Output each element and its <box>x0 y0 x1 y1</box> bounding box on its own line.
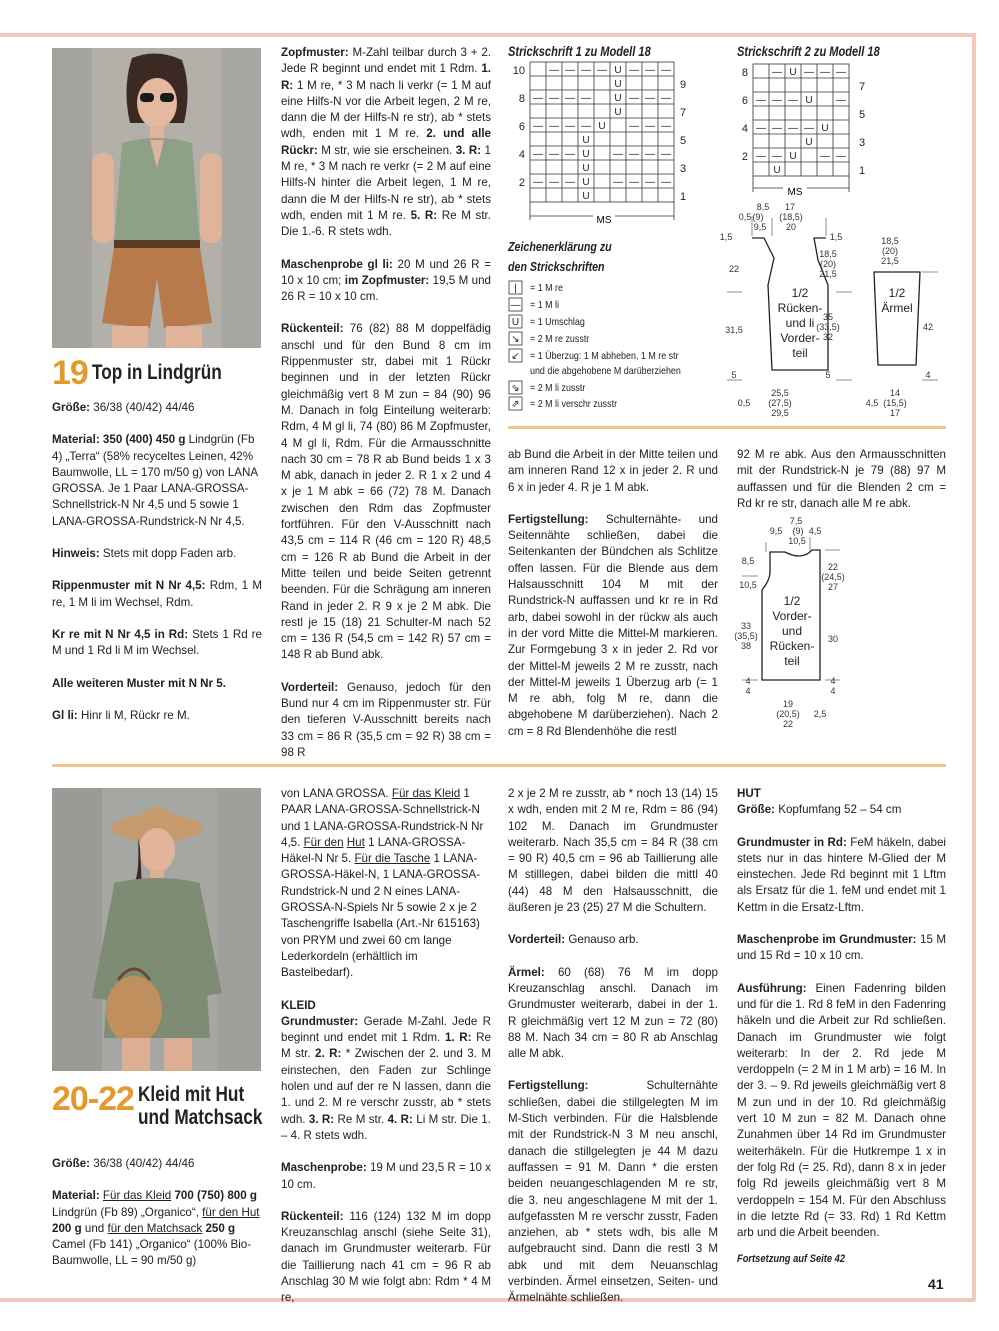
chart-1-row-label: 4 <box>518 149 525 161</box>
svg-text:—: — <box>597 65 607 76</box>
svg-text:—: — <box>613 149 623 160</box>
schematic-dim: 33 <box>740 621 752 631</box>
zopfmuster-row-3: 3. R: <box>455 143 482 157</box>
chart-2-row-label: 6 <box>741 95 748 107</box>
hut-maschenprobe-label: Maschenprobe im Grundmuster: <box>737 933 917 947</box>
schematic-dim: 25,5 <box>771 388 789 398</box>
schematic-dim: 38 <box>740 641 752 651</box>
svg-text:—: — <box>804 123 814 134</box>
alle-muster-label: Alle weiteren Muster mit N Nr 5. <box>52 676 226 690</box>
svg-text:—: — <box>804 67 814 78</box>
material-text: Lindgrün (Fb 4) „Terra“ (58% recyceltes Leinen, 42% Baumwolle, LL = 170 m/50 g) von LANA GROSSA. Je 1 Paar LANA-GROSSA-Schnellstrick-N Nr 4,5 und 5 sowie 1 LANA-GROSSA-Rundstrick-N Nr 4,5. <box>52 433 258 528</box>
zopfmuster-text-5: Re M str. Die 1.-6. R stets wdh. <box>281 208 491 239</box>
material-sack-amount: 250 g <box>205 1221 236 1235</box>
model-20-22-photo <box>52 788 261 1071</box>
grundmuster-text-1: Gerade M-Zahl. Jede R beginnt und endet mit 1 Rdm. <box>281 1014 491 1045</box>
groesse-label: Größe: <box>52 401 91 414</box>
svg-text:U: U <box>582 177 590 188</box>
fertigstellung-text: Schulternähte schließen, dabei die stillgelegten M im M-Stich verbinden. Für die Halsblende mit der Rundstrick-N 3 M neu anschl, danach die stillgelegten je 44 M dazu auffassen = 91 M. Dann * die ersten beiden neuangeschlagenden M re str, die 3. neu angeschlagene M mit der 1. aufgefassten M re verschr zusstr, Faden anziehen, ab * stets wdh, bis alle M aufgebraucht sind. Dann die restl 3 M abk und mit dem Neuanschlag verbinden. Ärmel einsetzen, Seiten- und Ärmelnähte schließen. <box>508 1079 718 1305</box>
svg-text:—: — <box>661 149 671 160</box>
maschenprobe-label-2: im Zopfmuster: <box>344 273 430 287</box>
schematic-dim: (9) <box>792 526 804 536</box>
schematic-dim: 19 <box>782 699 794 709</box>
material-kleid-text: Lindgrün (Fb 89) „Organico“, <box>52 1205 199 1219</box>
model-20-22-heading <box>52 1080 290 1129</box>
svg-text:—: — <box>756 151 766 162</box>
material-kleid-amount: 700 (750) 800 g <box>174 1189 257 1203</box>
schematic-1-sleeve-label: 1/2 <box>888 286 906 300</box>
maschenprobe-text-1: 20 M und 26 R = 10 x 10 cm; <box>281 257 491 287</box>
groesse-value: 36/38 (40/42) 44/46 <box>93 401 195 414</box>
schematic-1-label: und li <box>785 316 815 330</box>
zopfmuster-row-1: 1. R: <box>281 62 491 92</box>
svg-text:—: — <box>645 93 655 104</box>
kr-re-label: Kr re mit N Nr 4,5 in Rd: <box>52 627 189 641</box>
svg-text:—: — <box>549 149 559 160</box>
svg-text:U: U <box>582 163 590 174</box>
chart-1-row-label: 10 <box>512 65 525 77</box>
schematic-dim: 4,5 <box>808 526 822 536</box>
vorderteil-text: Genauso, jedoch für den Bund nur 4 cm im Rippenmuster str. Für den tieferen V-Ausschnitt bereits nach 33 cm = 86 R (35,5 cm = 92 R) 38 cm = 98 R <box>281 680 491 759</box>
schematic-dim: 4 <box>830 686 836 696</box>
material-kleid: Für das Kleid <box>102 1189 172 1203</box>
svg-text:—: — <box>645 149 655 160</box>
legend-item: = 1 Überzug: 1 M abheben, 1 M re str <box>530 350 679 362</box>
svg-text:—: — <box>836 95 846 106</box>
svg-text:U: U <box>805 137 813 148</box>
svg-text:—: — <box>629 149 639 160</box>
schematic-dim: 10,5 <box>739 580 757 590</box>
hut-grundmuster-label: Grundmuster in Rd: <box>737 835 847 849</box>
svg-text:—: — <box>533 149 543 160</box>
svg-text:U: U <box>582 191 590 202</box>
svg-text:—: — <box>629 121 639 132</box>
material-hut-amount: 200 g <box>52 1221 82 1235</box>
svg-text:U: U <box>614 93 622 104</box>
svg-text:—: — <box>661 177 671 188</box>
svg-text:—: — <box>581 65 591 76</box>
material-hut: für den Hut <box>202 1205 260 1219</box>
schematic-dim: 22 <box>728 264 740 274</box>
svg-text:U: U <box>614 107 622 118</box>
legend-item: = 2 M re zusstr <box>530 333 590 345</box>
chart-2-row-label: 2 <box>741 151 748 163</box>
material-label: Material: <box>52 433 100 447</box>
groesse-value: 36/38 (40/42) 44/46 <box>93 1157 195 1170</box>
chart-1-row-label: 5 <box>680 135 687 147</box>
schematic-1-label: Rücken- <box>777 301 823 315</box>
schematic-dim: 14 <box>889 388 901 398</box>
schematic-1-label: 1/2 <box>791 286 809 300</box>
svg-text:—: — <box>772 151 782 162</box>
zopfmuster-text-2: 1 M re, * 3 M nach li verkr (= 1 M auf eine Hilfs-N vor die Arbeit legen, 2 M re, dann die M der Hilfs-N re str), ab * stets wdh, enden mit 1 M re. <box>281 78 491 141</box>
schematic-dim: 0,5 <box>737 398 751 408</box>
chart-1-row-label: 2 <box>518 177 525 189</box>
schematic-dim: 27 <box>827 582 839 592</box>
schematic-dim: (15,5) <box>883 398 907 408</box>
aermel-label: Ärmel: <box>508 965 545 979</box>
zopfmuster-text-3: M str, wie sie erscheinen. <box>321 143 453 157</box>
svg-text:U: U <box>789 151 797 162</box>
chart-1-grid <box>505 60 705 230</box>
col4-text: 92 M re abk. Aus den Armausschnitten mit der Rundstrick-N je 79 (88) 97 M auffassen und für die Blenden 2 cm = Rd kr re str, danach alle M re abk. <box>737 448 946 510</box>
col2-text-b: 1 PAAR LANA-GROSSA-Schnellstrick-N und 1 LANA-GROSSA-Rundstrick-N Nr 4,5. <box>281 787 484 849</box>
svg-text:—: — <box>549 177 559 188</box>
svg-text:—: — <box>629 93 639 104</box>
model-20-22-illustration <box>52 788 261 1071</box>
schematic-dim: 18,5 <box>819 249 837 259</box>
rippenmuster-label: Rippenmuster mit N Nr 4,5: <box>52 579 206 593</box>
svg-text:—: — <box>772 123 782 134</box>
page-border-right <box>972 33 976 1301</box>
material-und: und <box>84 1221 105 1235</box>
grundmuster-row-1: 1. R: <box>444 1031 472 1045</box>
svg-text:↙: ↙ <box>511 351 520 362</box>
svg-text:—: — <box>565 149 575 160</box>
model-20-22-number: 20-22 <box>52 1080 134 1118</box>
rueckenteil-text: 116 (124) 132 M im dopp Kreuzanschlag anschl (siehe Seite 31), danach im Grundmuster weiterarb. Für die Taillierung nach 41 cm = 96 R ab Anschlag 30 M wie folgt abn: Rdm * 4 M re, <box>281 1209 491 1305</box>
chart-1-row-label: 3 <box>680 163 687 175</box>
col3-text: ab Bund die Arbeit in der Mitte teilen und am inneren Rand 12 x in jeder 2. R und 6 x in jeder 4. R je 1 M abk. <box>508 448 718 494</box>
vorderteil-label: Vorderteil: <box>508 933 566 947</box>
svg-text:—: — <box>645 121 655 132</box>
legend-item: = 2 M li zusstr <box>530 382 586 394</box>
svg-text:U: U <box>511 317 520 328</box>
groesse-label: Größe: <box>52 1157 91 1170</box>
svg-text:U: U <box>614 65 622 76</box>
chart-2-grid <box>735 60 875 200</box>
fertigstellung-text: Schulternähte- und Seitennähte schließen, dabei die Seitenkanten der Bündchen als Schlitze offen lassen. Für die Blende aus dem Halsausschnitt 104 M mit der Rundstrick-N auffassen und kr re in Rd arb, dabei sowohl in der rückw als auch in der vord Mitte die Mittel-M markieren. Zur Formgebung 3 x in jeder 2. Rd vor der Mittel-M jeweils 2 M re zusstr, nach der Mittel-M jeweils 1 Überzug arb (= 1 M re abh, folg M re, dann die abgehobene M darüberziehen). Nach 2 cm = 8 Rd Blendenhöhe die restl <box>508 512 718 738</box>
svg-text:—: — <box>533 177 543 188</box>
material-amount: 350 (400) 450 g <box>102 433 186 447</box>
svg-text:—: — <box>565 121 575 132</box>
col2-hut-1: Für den <box>303 835 344 849</box>
col2-kleid: Für das Kleid <box>391 787 461 800</box>
grundmuster-t4: Li M str. Die 1. – 4. R stets wdh. <box>281 1112 491 1142</box>
schematic-dim: 5 <box>731 370 737 380</box>
chart-2-row-label: 8 <box>741 67 748 79</box>
svg-text:—: — <box>820 67 830 78</box>
material-sack-text: Camel (Fb 141) „Organico“ (100% Bio-Baumwolle, LL = 90 m/50 g) <box>52 1238 252 1268</box>
svg-text:—: — <box>756 95 766 106</box>
svg-text:—: — <box>533 93 543 104</box>
svg-text:—: — <box>645 65 655 76</box>
grundmuster-row-2: 2. R: <box>315 1047 342 1061</box>
model-20-22-col4 <box>737 786 946 1257</box>
schematic-dim: 8,5 <box>741 556 755 566</box>
svg-text:—: — <box>661 93 671 104</box>
model-20-22-col3 <box>508 786 718 1323</box>
svg-text:U: U <box>789 67 797 78</box>
legend-title-line-1: Zeichenerklärung zu <box>508 239 612 254</box>
schematic-dim: 22 <box>827 562 839 572</box>
svg-text:|: | <box>514 283 517 294</box>
model-20-22-title-line-2: und Matchsack <box>138 1106 263 1129</box>
svg-text:—: — <box>629 177 639 188</box>
svg-text:⇘: ⇘ <box>511 383 520 394</box>
schematic-dim: 29,5 <box>771 408 789 418</box>
svg-text:—: — <box>756 123 766 134</box>
svg-text:—: — <box>613 177 623 188</box>
model-19-photo <box>52 48 261 348</box>
kleid-heading: KLEID <box>281 998 316 1012</box>
hut-groesse-label: Größe: <box>737 803 776 817</box>
grundmuster-t2: * Zwischen der 2. und 3. M einstechen, den Faden zur Schlinge holen und auf der re N lassen, dann die 1. und 2. M re verschr zusstr, ab * stets wdh. <box>281 1047 491 1126</box>
svg-text:—: — <box>772 95 782 106</box>
chart-1-ms-label: MS <box>596 215 612 226</box>
schematic-dim: 35 <box>822 312 834 322</box>
svg-text:—: — <box>549 121 559 132</box>
schematic-dim: 9,5 <box>753 222 767 232</box>
schematic-1-sleeve-label: Ärmel <box>881 301 913 315</box>
legend-symbols <box>508 279 524 411</box>
schematic-bottom <box>730 512 890 734</box>
schematic-2-label: und <box>781 624 803 638</box>
schematic-1-label: Vorder- <box>780 331 820 345</box>
schematic-dim: 21,5 <box>881 256 899 266</box>
schematic-dim: 22 <box>782 719 794 729</box>
schematic-dim: (18,5) <box>779 212 803 222</box>
schematic-dim: 31,5 <box>725 325 743 335</box>
svg-text:—: — <box>820 151 830 162</box>
svg-text:U: U <box>598 121 606 132</box>
schematic-dim: 1,5 <box>719 232 733 242</box>
maschenprobe-label: Maschenprobe: <box>281 1161 367 1175</box>
schematic-dim: (27,5) <box>768 398 792 408</box>
schematic-dim: (20) <box>881 246 899 256</box>
rippenmuster-text: Rdm, 1 M re, 1 M li im Wechsel, Rdm. <box>52 579 262 609</box>
hut-maschenprobe-text: 15 M und 15 Rd = 10 x 10 cm. <box>737 933 946 963</box>
fertigstellung-label: Fertigstellung: <box>508 512 589 526</box>
legend-title <box>508 237 612 277</box>
hinweis-label: Hinweis: <box>52 547 100 561</box>
svg-text:—: — <box>661 121 671 132</box>
schematic-dim: 8,5 <box>756 202 770 212</box>
svg-text:⇗: ⇗ <box>511 399 520 410</box>
hut-ausfuehrung-label: Ausführung: <box>737 981 807 995</box>
model-19-number: 19 <box>52 354 88 392</box>
schematic-2-label: teil <box>784 654 800 668</box>
maschenprobe-text: 19 M und 23,5 R = 10 x 10 cm. <box>281 1161 491 1191</box>
zopfmuster-row-2: 2. und alle Rückr: <box>281 127 491 157</box>
schematic-dim: 4 <box>745 676 751 686</box>
kr-re-text: Stets 1 Rd re M und 1 Rd li M im Wechsel. <box>52 627 262 658</box>
model-19-col2 <box>281 45 491 777</box>
model-19-col3 <box>508 447 718 756</box>
page-number: 41 <box>928 1276 944 1292</box>
schematic-dim: 32 <box>822 332 834 342</box>
vorderteil-text: Genauso arb. <box>568 933 639 947</box>
svg-text:—: — <box>510 300 521 311</box>
svg-text:U: U <box>773 165 781 176</box>
page-border-top <box>0 33 975 37</box>
schematic-dim: 20 <box>785 222 797 232</box>
schematic-dim: (33,5) <box>816 322 840 332</box>
schematic-dim: 4 <box>925 370 931 380</box>
col3-text: 2 x je 2 M re zusstr, ab * noch 13 (14) 15 x wdh, enden mit 2 M re, Rdm = 86 (94) 102 M. Danach im Grundmuster weiterarb. Nach 35,5 cm = 84 R (38 cm = 90 R) 40,5 cm = 96 ab Taillierung alle M stilllegen, dabei bilden die mittl 40 (44) 48 M den Halsausschnitt, die äußeren je 23 (25) 27 M die Schultern. <box>508 787 718 915</box>
svg-text:—: — <box>788 95 798 106</box>
chart-2-row-label: 3 <box>859 137 866 149</box>
hut-groesse-text: Kopfumfang 52 – 54 cm <box>778 803 902 817</box>
chart-1-row-label: 9 <box>680 79 687 91</box>
zopfmuster-label: Zopfmuster: <box>281 46 349 59</box>
grundmuster-row-4: 4. R: <box>387 1112 413 1126</box>
schematic-1-label: teil <box>792 346 808 360</box>
schematic-dim: 42 <box>922 322 934 332</box>
maschenprobe-text-2: 19,5 M und 26 R = 10 x 10 cm. <box>281 273 491 304</box>
svg-text:—: — <box>836 67 846 78</box>
hut-heading: HUT <box>737 787 761 800</box>
schematic-dim: (24,5) <box>821 572 845 582</box>
grundmuster-label: Grundmuster: <box>281 1014 359 1028</box>
schematic-dim: (35,5) <box>734 631 758 641</box>
model-20-22-col2 <box>281 786 491 1323</box>
gl-li-text: Hinr li M, Rückr re M. <box>81 708 190 722</box>
material-sack: für den Matchsack <box>107 1221 203 1235</box>
rueckenteil-label: Rückenteil: <box>281 1209 344 1223</box>
aermel-text: 60 (68) 76 M im dopp Kreuzanschlag anschl. Danach im Grundmuster weiterarb, dabei in der 1. R gleichmäßig vert 12 M zun = 72 (80) 88 M. Nach 34 cm = 80 R ab Anschlag alle M abk. <box>508 965 718 1061</box>
schematic-dim: 5 <box>825 370 831 380</box>
rueckenteil-label: Rückenteil: <box>281 322 344 336</box>
legend-item: = 1 M re <box>530 282 563 294</box>
schematic-dim: (20,5) <box>776 709 800 719</box>
fertigstellung-label: Fertigstellung: <box>508 1079 589 1093</box>
svg-text:—: — <box>645 177 655 188</box>
model-20-22-title-line-1: Kleid mit Hut <box>138 1083 245 1106</box>
chart-1-row-label: 6 <box>518 121 525 133</box>
schematic-2-label: Rücken- <box>769 639 815 653</box>
schematic-dim: (20) <box>819 259 837 269</box>
schematic-dim: 2,5 <box>813 709 827 719</box>
svg-text:—: — <box>772 67 782 78</box>
svg-text:—: — <box>549 93 559 104</box>
chart-2-row-label: 4 <box>741 123 748 135</box>
model-20-22-title <box>138 1083 290 1129</box>
continuation-note: Fortsetzung auf Seite 42 <box>737 1253 846 1265</box>
col2-text-c: 1 LANA-GROSSA-Häkel-N Nr 5. <box>281 835 466 866</box>
svg-text:—: — <box>533 121 543 132</box>
legend-item: = 1 Umschlag <box>530 316 585 328</box>
schematic-2-label: Vorder- <box>772 609 812 623</box>
svg-text:↘: ↘ <box>511 334 520 345</box>
chart-2-ms-label: MS <box>787 187 803 198</box>
svg-text:—: — <box>581 121 591 132</box>
chart-1-title: Strickschrift 1 zu Modell 18 <box>508 44 651 59</box>
schematic-dim: 9,5 <box>769 526 783 536</box>
legend-item: = 1 M li <box>530 299 560 311</box>
svg-text:U: U <box>821 123 829 134</box>
chart-2-row-label: 5 <box>859 109 866 121</box>
svg-text:—: — <box>661 65 671 76</box>
grundmuster-t3: Re M str. <box>337 1112 385 1126</box>
chart-1-row-label: 8 <box>518 93 525 105</box>
schematic-2-label: 1/2 <box>783 594 801 608</box>
schematic-dim: 10,5 <box>788 536 806 546</box>
grundmuster-t1: Re M str. <box>281 1031 491 1061</box>
schematic-dim: 4 <box>745 686 751 696</box>
legend-item: und die abgehobene M darüberziehen <box>530 365 681 377</box>
svg-text:—: — <box>581 93 591 104</box>
chart-1-row-label: 1 <box>680 191 687 203</box>
rueckenteil-text: 76 (82) 88 M doppelfädig anschl und für den Bund 8 cm im Rippenmuster str, dabei mit 1 Rückr beginnen und in der letzten Rückr gleichmäßig vert 8 M zun = 84 (90) 96 M. Danach in folg Einteilung weiterarb: Rdm, 4 M gl li, 74 (80) 86 M Zopfmuster, 4 M gl li, Rdm. Für die Armausschnitte nach 30 cm = 78 R ab Bund beids 1 x 3 M abk, danach in jeder 2. R 1 x 2 und 4 x je 1 M abk = 66 (72) 78 M. Danach zwischen den Rdm das Zopfmuster fortführen. Für den V-Ausschnitt nach 43,5 cm = 114 R (46 cm = 120 R) 48,5 cm = 126 R ab Bund die Arbeit in der Mitte teilen und beide Seiten getrennt beenden. Für die Schrägung am inneren Rand in jeder 2. R 9 x je 2 M abk. Die restl je 15 (18) 21 Schulter-M nach 52 cm = 136 R (54,5 cm = 142 R) 57 cm = 148 R ab Bund abk. <box>281 322 491 662</box>
schematic-dim: 17 <box>784 202 796 212</box>
schematic-dim: 0,5 <box>738 212 752 222</box>
zopfmuster-text-4: 1 M re, * 3 M nach re verkr (= 2 M auf eine Hilfs-N hinter die Arbeit legen, 1 M re, dann die M der Hilfs-N re str), ab * stets wdh, enden mit 1 M re. <box>281 143 491 222</box>
chart-1-row-label: 7 <box>680 107 687 119</box>
schematic-dim: 4 <box>830 676 836 686</box>
legend-title-line-2: den Strickschriften <box>508 259 605 274</box>
svg-text:—: — <box>549 65 559 76</box>
chart-2-row-label: 7 <box>859 81 866 93</box>
hut-grundmuster-text: FeM häkeln, dabei stets nur in das hintere M-Glied der M einstechen. Jede Rd beginnt mit 1 Lftm als Ersatz für die 1. feM und endet mit 1 Kettm in die Ersatz-Lftm. <box>737 835 946 914</box>
col2-text-d: 1 LANA-GROSSA-Häkel-N, 1 LANA-GROSSA-Rundstrick-N und 2 N eines LANA-GROSSA-N-Spiels Nr 5 sowie 2 x je 2 Taschengriffe Isabella (Art.-Nr 615163) von PRYM und zwei 60 cm lange Lederkordeln (erhältlich im Bastelbedarf). <box>281 852 481 980</box>
svg-text:—: — <box>629 65 639 76</box>
schematic-dim: 30 <box>827 634 839 644</box>
svg-text:—: — <box>565 93 575 104</box>
material-label: Material: <box>52 1189 100 1203</box>
maschenprobe-label: Maschenprobe gl li: <box>281 257 393 271</box>
schematic-dim: 17 <box>889 408 901 418</box>
schematic-top <box>712 200 962 420</box>
chart-2-row-label: 1 <box>859 165 866 177</box>
legend-item: = 2 M li verschr zusstr <box>530 398 618 410</box>
svg-text:—: — <box>565 177 575 188</box>
svg-text:—: — <box>836 151 846 162</box>
svg-text:U: U <box>805 95 813 106</box>
svg-text:U: U <box>582 149 590 160</box>
divider-charts <box>508 426 946 429</box>
zopfmuster-text-1: M-Zahl teilbar durch 3 + 2. Jede R beginnt und endet mit 1 Rdm. <box>281 46 491 76</box>
svg-text:U: U <box>582 135 590 146</box>
schematic-dim: 18,5 <box>881 236 899 246</box>
hinweis-text: Stets mit dopp Faden arb. <box>102 547 237 561</box>
gl-li-label: Gl li: <box>52 708 78 722</box>
chart-2-title: Strickschrift 2 zu Modell 18 <box>737 44 880 59</box>
col2-tasche: Für die Tasche <box>354 852 431 866</box>
divider-models <box>52 764 946 767</box>
col2-text-a: von LANA GROSSA. <box>281 787 389 800</box>
zopfmuster-row-5: 5. R: <box>410 208 438 222</box>
model-19-title: Top in Lindgrün <box>92 361 223 384</box>
model-19-col1 <box>52 400 262 740</box>
schematic-dim: 7,5 <box>789 516 803 526</box>
schematic-dim: 4,5 <box>865 398 879 408</box>
svg-text:U: U <box>614 79 622 90</box>
svg-text:—: — <box>788 123 798 134</box>
schematic-dim: (9) <box>752 212 764 222</box>
model-19-heading <box>52 354 251 393</box>
model-20-22-col1 <box>52 1156 262 1286</box>
model-19-illustration <box>52 48 261 348</box>
vorderteil-label: Vorderteil: <box>281 680 339 694</box>
col2-hut-2: Hut <box>346 835 365 849</box>
schematic-dim: 21,5 <box>819 269 837 279</box>
svg-text:—: — <box>565 65 575 76</box>
hut-ausfuehrung-text: Einen Fadenring bilden und für die 1. Rd 8 feM in den Fadenring häkeln und die Arbeit zur Rd schließen. Danach im Grundmuster wie folgt weiterarb: In der 2. Rd jede M verdoppeln (= 2 M in 1 M arb) = 16 M. In der 3. – 9. Rd jeweils gleichmäßig vert 8 M zun und in der 10. Rd gleichmäßig vert 10 M zun = 82 M. Danach ohne Zunahmen über 14 Rd im Grundmuster weiterhäkeln. Für die Hutkrempe 1 x in der folg Rd (= 25. Rd), dann 8 x in jeder folg Rd jeweils gleichmäßig vert 8 M verdoppeln = 154 M. Für den Abschluss in die letzte Rd (= 33. Rd) 1 Rd Kettm arb und die Arbeit beenden. <box>737 981 946 1240</box>
schematic-dim: 1,5 <box>829 232 843 242</box>
grundmuster-row-3: 3. R: <box>308 1112 335 1126</box>
